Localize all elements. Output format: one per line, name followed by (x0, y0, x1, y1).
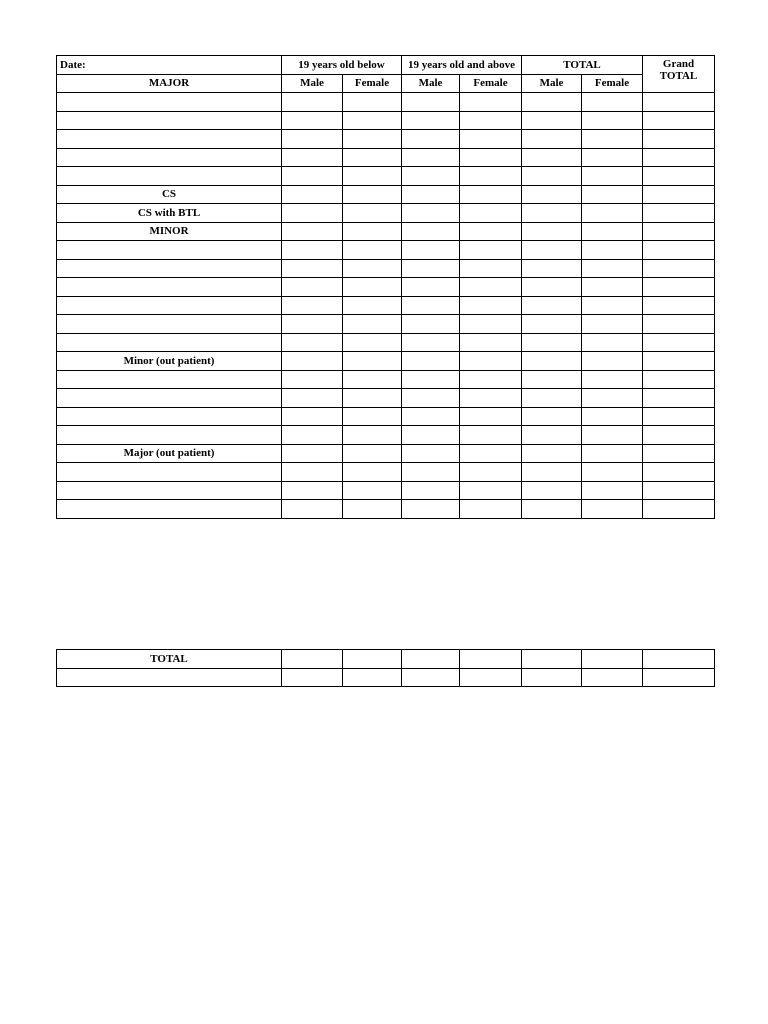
data-cell[interactable] (460, 278, 522, 297)
data-cell[interactable] (282, 407, 343, 426)
data-cell[interactable] (582, 370, 643, 389)
data-cell[interactable] (402, 650, 460, 669)
data-cell[interactable] (522, 463, 582, 482)
data-cell[interactable] (460, 167, 522, 186)
data-cell[interactable] (582, 296, 643, 315)
data-cell[interactable] (343, 185, 402, 204)
data-cell[interactable] (460, 93, 522, 112)
data-cell[interactable] (282, 167, 343, 186)
data-cell[interactable] (282, 296, 343, 315)
data-cell[interactable] (343, 167, 402, 186)
data-cell[interactable] (522, 93, 582, 112)
data-cell[interactable] (582, 130, 643, 149)
data-cell[interactable] (643, 278, 715, 297)
data-cell[interactable] (282, 111, 343, 130)
data-cell[interactable] (582, 444, 643, 463)
data-cell[interactable] (402, 315, 460, 334)
data-cell[interactable] (522, 241, 582, 260)
data-cell[interactable] (343, 389, 402, 408)
data-cell[interactable] (582, 500, 643, 519)
data-cell[interactable] (522, 278, 582, 297)
data-cell[interactable] (460, 389, 522, 408)
above-19-male-header: Male (402, 74, 460, 93)
data-cell[interactable] (343, 241, 402, 260)
data-cell[interactable] (582, 222, 643, 241)
table-row (57, 650, 715, 669)
row-label (57, 389, 282, 408)
data-cell[interactable] (522, 167, 582, 186)
data-cell[interactable] (282, 500, 343, 519)
data-cell[interactable] (460, 463, 522, 482)
data-cell[interactable] (643, 444, 715, 463)
data-cell[interactable] (402, 500, 460, 519)
data-cell[interactable] (282, 204, 343, 223)
row-label (57, 668, 282, 687)
data-cell[interactable] (582, 463, 643, 482)
data-cell[interactable] (522, 259, 582, 278)
data-cell[interactable] (402, 389, 460, 408)
data-cell[interactable] (522, 481, 582, 500)
data-cell[interactable] (643, 259, 715, 278)
row-label (57, 148, 282, 167)
row-label (57, 93, 282, 112)
row-label (57, 333, 282, 352)
table-row (57, 241, 715, 260)
data-cell[interactable] (522, 130, 582, 149)
data-cell[interactable] (460, 500, 522, 519)
data-cell[interactable] (582, 352, 643, 371)
data-cell[interactable] (343, 222, 402, 241)
data-cell[interactable] (643, 481, 715, 500)
table-row (57, 333, 715, 352)
data-cell[interactable] (282, 463, 343, 482)
data-cell[interactable] (643, 111, 715, 130)
row-label (57, 426, 282, 445)
data-cell[interactable] (643, 650, 715, 669)
table-row (57, 111, 715, 130)
data-cell[interactable] (343, 481, 402, 500)
row-label (57, 481, 282, 500)
data-cell[interactable] (402, 444, 460, 463)
data-cell[interactable] (522, 111, 582, 130)
data-cell[interactable] (402, 296, 460, 315)
row-label: MINOR (57, 222, 282, 241)
data-cell[interactable] (343, 370, 402, 389)
data-cell[interactable] (460, 204, 522, 223)
data-cell[interactable] (282, 130, 343, 149)
row-label (57, 130, 282, 149)
data-cell[interactable] (522, 668, 582, 687)
data-cell[interactable] (343, 650, 402, 669)
data-cell[interactable] (282, 241, 343, 260)
data-cell[interactable] (343, 333, 402, 352)
data-cell[interactable] (460, 148, 522, 167)
data-cell[interactable] (643, 668, 715, 687)
row-label (57, 315, 282, 334)
table-row (57, 93, 715, 112)
data-cell[interactable] (643, 93, 715, 112)
data-cell[interactable] (522, 500, 582, 519)
header-row-2 (57, 74, 715, 93)
data-cell[interactable] (582, 650, 643, 669)
table-row (57, 352, 715, 371)
total-table (56, 649, 715, 687)
data-cell[interactable] (460, 481, 522, 500)
data-cell[interactable] (522, 185, 582, 204)
under-19-female-header: Female (343, 74, 402, 93)
data-cell[interactable] (282, 315, 343, 334)
header-row-1 (57, 56, 715, 75)
data-cell[interactable] (522, 333, 582, 352)
data-cell[interactable] (343, 296, 402, 315)
data-cell[interactable] (643, 185, 715, 204)
row-label (57, 370, 282, 389)
row-label: Major (out patient) (57, 444, 282, 463)
data-cell[interactable] (343, 500, 402, 519)
data-cell[interactable] (643, 370, 715, 389)
data-cell[interactable] (522, 370, 582, 389)
table-row (57, 185, 715, 204)
data-cell[interactable] (522, 315, 582, 334)
data-cell[interactable] (582, 333, 643, 352)
data-cell[interactable] (460, 426, 522, 445)
data-cell[interactable] (343, 463, 402, 482)
data-cell[interactable] (282, 650, 343, 669)
major-header: MAJOR (57, 74, 282, 93)
data-cell[interactable] (282, 352, 343, 371)
data-cell[interactable] (643, 241, 715, 260)
data-cell[interactable] (643, 463, 715, 482)
data-cell[interactable] (582, 426, 643, 445)
table-row (57, 389, 715, 408)
data-cell[interactable] (582, 204, 643, 223)
data-cell[interactable] (282, 370, 343, 389)
data-cell[interactable] (402, 241, 460, 260)
data-cell[interactable] (460, 259, 522, 278)
data-cell[interactable] (402, 370, 460, 389)
data-cell[interactable] (282, 222, 343, 241)
data-cell[interactable] (522, 352, 582, 371)
data-cell[interactable] (460, 333, 522, 352)
row-label (57, 278, 282, 297)
data-cell[interactable] (402, 278, 460, 297)
data-cell[interactable] (582, 278, 643, 297)
group-19-above-header: 19 years old and above (402, 56, 522, 75)
data-cell[interactable] (343, 444, 402, 463)
row-label: CS with BTL (57, 204, 282, 223)
data-cell[interactable] (643, 389, 715, 408)
data-cell[interactable] (582, 259, 643, 278)
data-cell[interactable] (522, 296, 582, 315)
data-cell[interactable] (343, 278, 402, 297)
data-cell[interactable] (343, 352, 402, 371)
data-cell[interactable] (460, 222, 522, 241)
data-cell[interactable] (582, 148, 643, 167)
table-row (57, 407, 715, 426)
data-cell[interactable] (402, 148, 460, 167)
data-cell[interactable] (343, 259, 402, 278)
data-cell[interactable] (460, 352, 522, 371)
row-label (57, 463, 282, 482)
data-cell[interactable] (282, 148, 343, 167)
data-cell[interactable] (460, 241, 522, 260)
data-cell[interactable] (282, 278, 343, 297)
table-row (57, 222, 715, 241)
table-row (57, 370, 715, 389)
data-cell[interactable] (282, 481, 343, 500)
data-cell[interactable] (643, 426, 715, 445)
census-table (56, 55, 715, 519)
group-under-19-header: 19 years old below (282, 56, 402, 75)
above-19-female-header: Female (460, 74, 522, 93)
data-cell[interactable] (522, 650, 582, 669)
data-cell[interactable] (282, 93, 343, 112)
data-cell[interactable] (343, 130, 402, 149)
data-cell[interactable] (460, 130, 522, 149)
data-cell[interactable] (582, 93, 643, 112)
data-cell[interactable] (522, 444, 582, 463)
data-cell[interactable] (582, 111, 643, 130)
table-row (57, 130, 715, 149)
data-cell[interactable] (460, 315, 522, 334)
row-label (57, 407, 282, 426)
row-label: TOTAL (57, 650, 282, 669)
data-cell[interactable] (343, 668, 402, 687)
data-cell[interactable] (402, 668, 460, 687)
data-cell[interactable] (402, 130, 460, 149)
data-cell[interactable] (643, 222, 715, 241)
data-cell[interactable] (582, 389, 643, 408)
data-cell[interactable] (343, 93, 402, 112)
row-label (57, 111, 282, 130)
data-cell[interactable] (643, 130, 715, 149)
total-female-header: Female (582, 74, 643, 93)
data-cell[interactable] (643, 204, 715, 223)
data-cell[interactable] (402, 352, 460, 371)
data-cell[interactable] (582, 167, 643, 186)
table-row (57, 500, 715, 519)
data-cell[interactable] (522, 148, 582, 167)
data-cell[interactable] (402, 93, 460, 112)
data-cell[interactable] (460, 111, 522, 130)
data-cell[interactable] (282, 185, 343, 204)
table-row (57, 259, 715, 278)
table-row (57, 444, 715, 463)
data-cell[interactable] (643, 296, 715, 315)
table-row (57, 204, 715, 223)
data-cell[interactable] (402, 222, 460, 241)
grand-total-header: Grand TOTAL (643, 56, 715, 93)
table-row (57, 463, 715, 482)
table-row (57, 278, 715, 297)
data-cell[interactable] (460, 668, 522, 687)
data-cell[interactable] (343, 148, 402, 167)
table-row (57, 315, 715, 334)
data-cell[interactable] (582, 315, 643, 334)
data-cell[interactable] (282, 333, 343, 352)
data-cell[interactable] (282, 668, 343, 687)
data-cell[interactable] (582, 241, 643, 260)
data-cell[interactable] (460, 296, 522, 315)
row-label (57, 167, 282, 186)
data-cell[interactable] (282, 259, 343, 278)
data-cell[interactable] (582, 185, 643, 204)
table-row (57, 167, 715, 186)
data-cell[interactable] (643, 500, 715, 519)
data-cell[interactable] (460, 370, 522, 389)
data-cell[interactable] (460, 185, 522, 204)
row-label (57, 241, 282, 260)
table-row (57, 426, 715, 445)
row-label: CS (57, 185, 282, 204)
data-cell[interactable] (402, 204, 460, 223)
data-cell[interactable] (402, 333, 460, 352)
data-cell[interactable] (643, 407, 715, 426)
row-label (57, 259, 282, 278)
data-cell[interactable] (402, 481, 460, 500)
date-label: Date: (57, 56, 282, 75)
data-cell[interactable] (522, 389, 582, 408)
data-cell[interactable] (643, 315, 715, 334)
group-total-header: TOTAL (522, 56, 643, 75)
data-cell[interactable] (460, 444, 522, 463)
data-cell[interactable] (343, 315, 402, 334)
table-row (57, 148, 715, 167)
table-row (57, 668, 715, 687)
data-cell[interactable] (402, 407, 460, 426)
data-cell[interactable] (343, 426, 402, 445)
row-label: Minor (out patient) (57, 352, 282, 371)
row-label (57, 500, 282, 519)
row-label (57, 296, 282, 315)
data-cell[interactable] (522, 222, 582, 241)
data-cell[interactable] (343, 407, 402, 426)
data-cell[interactable] (402, 167, 460, 186)
under-19-male-header: Male (282, 74, 343, 93)
table-row (57, 296, 715, 315)
data-cell[interactable] (522, 426, 582, 445)
data-cell[interactable] (522, 204, 582, 223)
data-cell[interactable] (643, 333, 715, 352)
data-cell[interactable] (643, 148, 715, 167)
data-cell[interactable] (343, 111, 402, 130)
data-cell[interactable] (402, 259, 460, 278)
data-cell[interactable] (582, 407, 643, 426)
data-cell[interactable] (402, 185, 460, 204)
data-cell[interactable] (582, 668, 643, 687)
data-cell[interactable] (402, 463, 460, 482)
data-cell[interactable] (582, 481, 643, 500)
data-cell[interactable] (522, 407, 582, 426)
data-cell[interactable] (460, 407, 522, 426)
data-cell[interactable] (643, 167, 715, 186)
data-cell[interactable] (282, 389, 343, 408)
data-cell[interactable] (643, 352, 715, 371)
data-cell[interactable] (282, 444, 343, 463)
data-cell[interactable] (282, 426, 343, 445)
data-cell[interactable] (460, 650, 522, 669)
table-row (57, 481, 715, 500)
data-cell[interactable] (402, 111, 460, 130)
data-cell[interactable] (343, 204, 402, 223)
data-cell[interactable] (402, 426, 460, 445)
total-male-header: Male (522, 74, 582, 93)
